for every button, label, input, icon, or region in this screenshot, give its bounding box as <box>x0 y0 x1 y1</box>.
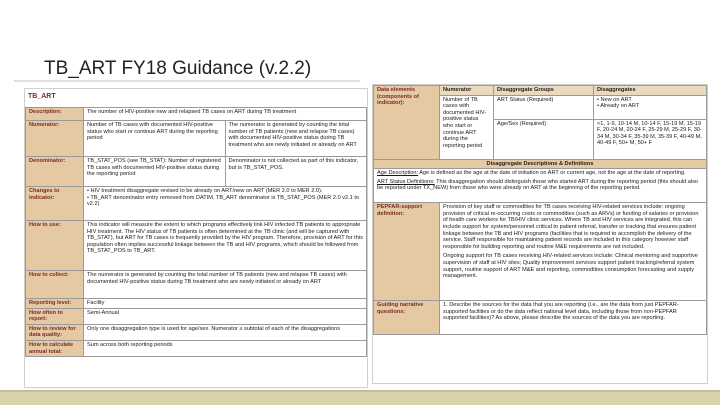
table-row <box>374 159 707 169</box>
age-def-text: Age is defined as the age at the date of initiation on ART or current age, not the age at the date of reporting. <box>419 170 686 177</box>
row-label: How often to report: <box>26 308 84 324</box>
row-label: How to use: <box>26 221 84 271</box>
right-guidance-table <box>373 85 707 335</box>
guiding-questions-text: 1. Describe the sources for the data that you are reporting (i.e., are the data from just PEPFAR-supported facilities or do the data reflect national level data, including those from non-PEPFAR supported facilities)? As above, please describe the sources of the data you are reporting. <box>440 301 707 335</box>
table-row <box>26 324 367 340</box>
disagg-group: Age/Sex (Required) <box>494 119 594 159</box>
disagg-group: ART Status (Required) <box>494 95 594 119</box>
table-row <box>26 187 367 221</box>
age-def-label: Age Description: <box>377 170 419 177</box>
pepfar-support-cell <box>440 203 707 301</box>
disaggregates-header: Disaggregates <box>594 86 707 96</box>
row-label: How to calculate annual total: <box>26 340 84 356</box>
table-row <box>26 299 367 309</box>
table-row <box>374 203 707 301</box>
row-label: Denominator: <box>26 157 84 187</box>
row-text: Only one disaggregation type is used for age/sex. Numerator ≥ subtotal of each of the disaggregations <box>84 324 367 340</box>
ongoing-def-text: Ongoing support for TB cases receiving HIV-related services include: Clinical mentoring and supportive supervision of staff at HIV sites; Quality improvement services support patient tracking/referral system support, routine support of ART M&E and reporting, commodities consumption forecasting and supply management. <box>443 253 698 280</box>
indicator-reference-sheet-left <box>24 88 368 388</box>
pepfar-def-text: Provision of key staff or commodities for TB cases receiving HIV-related services include: ongoing provision of critical re-occurring costs or commodities (such as ARVs) or funding of salaries or provision of health care workers for TB/HIV clinic services. Where TB and HIV services are integrated, this can include support for system/personnel critical to patient referral, transfer or tracking that ensures patient linkage between the TB and HIV programs (facilities that is required to accomplish the delivery of the service. Staff responsible for maintaining patient records are included in this category however staff responsible for building reporting and routine M&E requirements are not included. <box>443 204 699 250</box>
row-text: Number of TB cases with documented HIV-positive status who start or continue ART during the reporting period <box>84 121 226 157</box>
row-text: The number of HIV-positive new and relapsed TB cases on ART during TB treatment <box>84 108 367 121</box>
row-label: Changes to indicator: <box>26 187 84 221</box>
row-label: How to review for data quality: <box>26 324 84 340</box>
table-row <box>26 271 367 299</box>
indicator-reference-sheet-right <box>372 84 708 384</box>
left-table-heading: TB_ART <box>28 93 56 100</box>
slide-title: TB_ART FY18 Guidance (v.2.2) <box>44 58 312 79</box>
definitions-cell <box>374 169 707 203</box>
disagg-groups-header: Disaggregate Groups <box>494 86 594 96</box>
row-text: This indicator will measure the extent to which programs effectively link HIV infected TB patients to appropriate HIV treatment. The HIV status of TB patients is often determined at the TB clinic (and will be captured with TB_STAT), but ART for TB cases is frequently provided by the HIV program. Therefore, provision of ART for this population often implies successful linkage between the TB and HIV programs, which should be followed from TB_STAT_POS to TB_ART. <box>84 221 367 271</box>
table-row <box>26 121 367 157</box>
row-text: Semi-Annual <box>84 308 367 324</box>
table-row <box>374 301 707 335</box>
change-bullet-1: HIV treatment disaggregate revised to be already on ART/new on ART (MER 2.0 to MER 2.0). <box>90 188 323 194</box>
left-guidance-table <box>25 107 367 357</box>
table-row <box>26 308 367 324</box>
pepfar-support-label: PEPFAR-support definition: <box>374 203 440 301</box>
row-label: Reporting level: <box>26 299 84 309</box>
row-text-secondary: The numerator is generated by counting the total number of TB patients (new and relapse TB cases) with documented HIV-positive status during TB treatment who are newly initiated or already on ART <box>225 121 367 157</box>
table-row <box>374 86 707 96</box>
disagg-values: <1, 1-9, 10-14 M, 10-14 F, 15-19 M, 15-19 F, 20-24 M, 20-24 F, 25-29 M, 25-29 F, 30-34 M, 30-34 F, 35-39 M, 35-39 F, 40-49 M, 40-49 F, 50+ M, 50+ F <box>594 119 707 159</box>
row-text: Facility <box>84 299 367 309</box>
row-bullets: • HIV treatment disaggregate revised to be already on ART/new on ART (MER 2.0 to MER 2.0). • TB_ART denominator entry removed from DATIM. TB_ART denominator is TB_STAT_POS (MER 2.0 v2.1 to v2.2) <box>84 187 367 221</box>
guiding-questions-label: Guiding narrative questions: <box>374 301 440 335</box>
row-label: Numerator: <box>26 121 84 157</box>
numerator-description: Number of TB cases with documented HIV-positive status who start or continue ART during the reporting period <box>440 95 494 159</box>
disagg-values: • New on ART • Already on ART <box>594 95 707 119</box>
footer-decorative-bar <box>0 390 720 405</box>
row-text-secondary: Denominator is not collected as part of this indicator, but is TB_STAT_POS. <box>225 157 367 187</box>
row-text: The numerator is generated by counting the total number of TB patients (new and relapse TB cases) with documented HIV-positive status during TB treatment who are newly initiated or already on ART <box>84 271 367 299</box>
numerator-header: Numerator <box>440 86 494 96</box>
change-bullet-2: TB_ART denominator entry removed from DATIM. TB_ART denominator is TB_STAT_POS (MER 2.0 v2.1 to v2.2) <box>87 194 360 208</box>
table-row <box>26 108 367 121</box>
table-row <box>26 340 367 356</box>
title-divider <box>14 80 360 82</box>
row-text: TB_STAT_POS (see TB_STAT): Number of registered TB cases with documented HIV-positive status during the reporting period <box>84 157 226 187</box>
art-def-label: ART Status Definitions: <box>377 178 435 185</box>
data-elements-label: Data elements (components of indicator): <box>374 86 440 160</box>
row-label: How to collect: <box>26 271 84 299</box>
table-row <box>374 169 707 203</box>
table-row <box>26 221 367 271</box>
row-text: Sum across both reporting periods <box>84 340 367 356</box>
row-label: Description: <box>26 108 84 121</box>
section-title: Disaggregate Descriptions & Definitions <box>374 159 707 169</box>
table-row <box>26 157 367 187</box>
art-def-text: This disaggregation should distinguish those who started ART during the reporting period (this should also be reported under TX_NEW) from those who were already on ART at the beginning of the reporting period. <box>377 178 699 192</box>
